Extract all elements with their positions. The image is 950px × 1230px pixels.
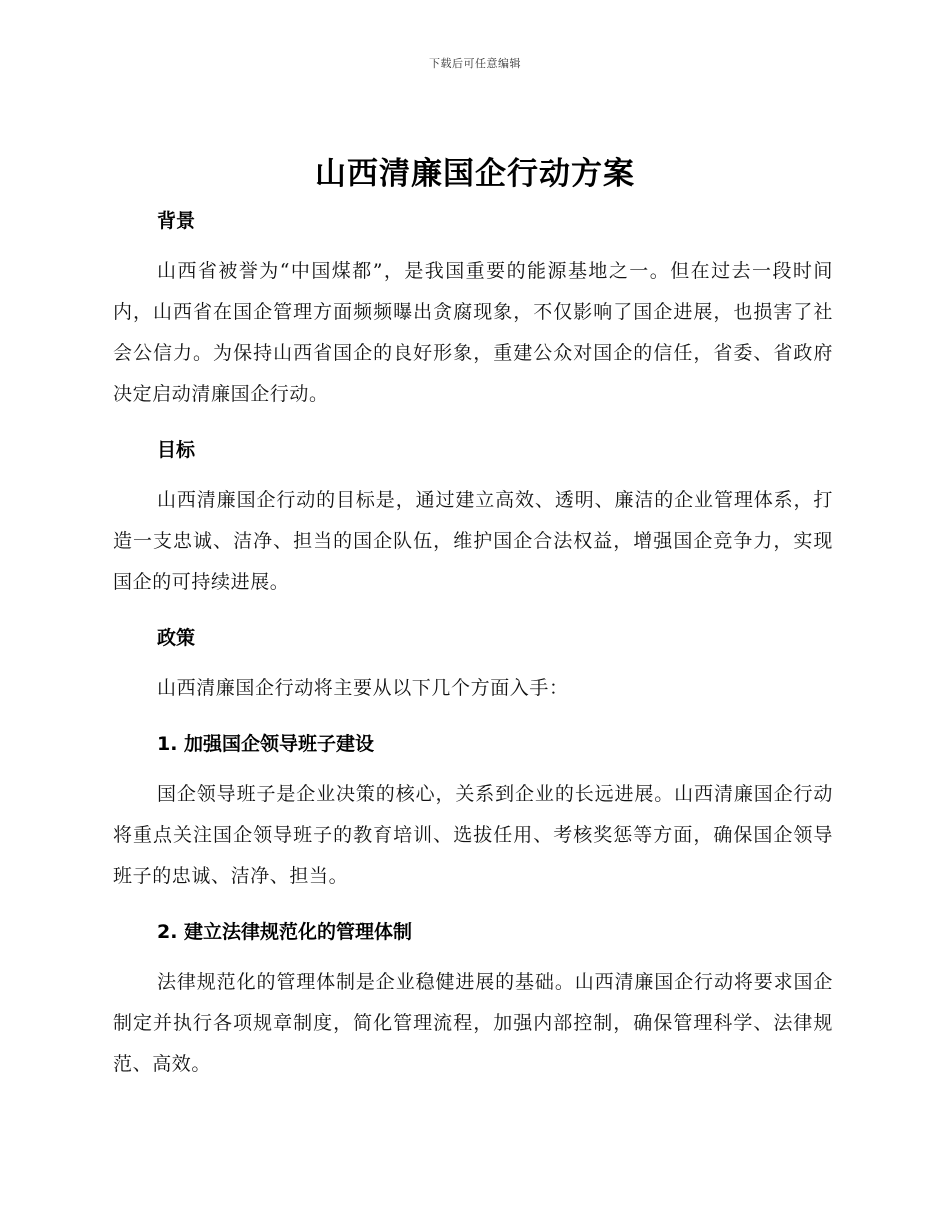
section-paragraph-policy: 山西清廉国企行动将主要从以下几个方面入手： [157,677,569,699]
section-heading-legal-system: 2. 建立法律规范化的管理体制 [157,921,413,943]
document-title: 山西清廉国企行动方案 [315,156,635,192]
section-paragraph-background: 山西省被誉为“中国煤都”，是我国重要的能源基地之一。但在过去一段时间内，山西省在国企管理方面频频曝出贪腐现象，不仅影响了国企进展，也损害了社会公信力。为保持山西省国企的良好形象，重建公众对国企的信任，省委、省政府决定启动清廉国企行动。 [113,260,833,405]
document-body [113,203,833,1102]
section-heading-leadership: 1. 加强国企领导班子建设 [157,733,375,755]
section-heading-policy: 政策 [157,627,196,649]
section-heading-background: 背景 [157,210,196,232]
section-paragraph-leadership: 国企领导班子是企业决策的核心，关系到企业的长远进展。山西清廉国企行动将重点关注国企领导班子的教育培训、选拔任用、考核奖惩等方面，确保国企领导班子的忠诚、洁净、担当。 [113,783,833,887]
section-heading-goal: 目标 [157,439,196,461]
page-header-note: 下载后可任意编辑 [429,57,521,70]
section-paragraph-goal: 山西清廉国企行动的目标是，通过建立高效、透明、廉洁的企业管理体系，打造一支忠诚、洁净、担当的国企队伍，维护国企合法权益，增强国企竞争力，实现国企的可持续进展。 [113,489,833,593]
section-paragraph-legal-system: 法律规范化的管理体制是企业稳健进展的基础。山西清廉国企行动将要求国企制定并执行各项规章制度，简化管理流程，加强内部控制，确保管理科学、法律规范、高效。 [113,971,833,1075]
